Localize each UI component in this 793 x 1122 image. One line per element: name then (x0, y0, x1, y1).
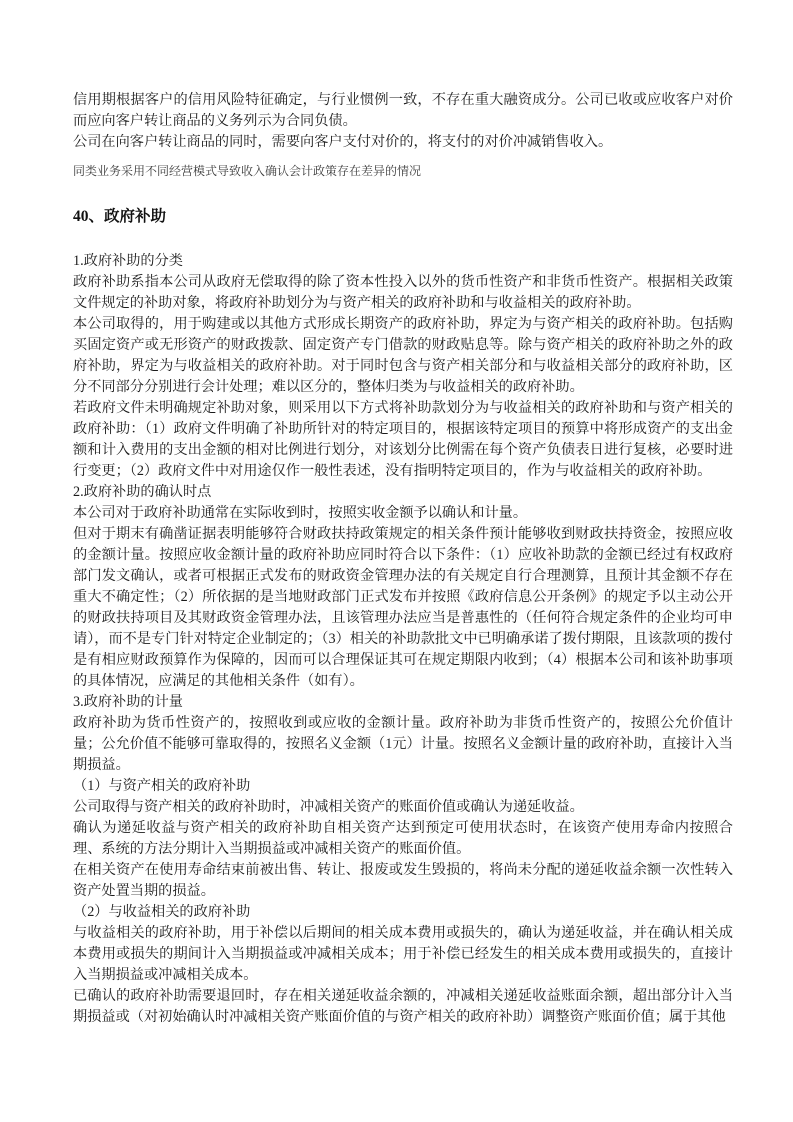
body-paragraph: 但对于期末有确凿证据表明能够符合财政扶持政策规定的相关条件预计能够收到财政扶持资金，按照应收的金额计量。按照应收金额计量的政府补助应同时符合以下条件：（1）应收补助款的金额已经过有权政府部门发文确认，或者可根据正式发布的财政资金管理办法的有关规定自行合理测算，且预计其金额不存在重大不确定性；（2）所依据的是当地财政部门正式发布并按照《政府信息公开条例》的规定予以主动公开的财政扶持项目及其财政资金管理办法，且该管理办法应当是普惠性的（任何符合规定条件的企业均可申请），而不是专门针对特定企业制定的；（3）相关的补助款批文中已明确承诺了拨付期限，且该款项的拨付是有相应财政预算作为保障的，因而可以合理保证其可在规定期限内收到；（4）根据本公司和该补助事项的具体情况，应满足的其他相关条件（如有）。 (73, 526, 733, 689)
body-paragraph: 2.政府补助的确认时点 (73, 484, 212, 500)
body-paragraph: （2）与收益相关的政府补助 (73, 904, 251, 920)
footnote-line: 同类业务采用不同经营模式导致收入确认会计政策存在差异的情况 (73, 164, 422, 178)
body-paragraph: 本公司对于政府补助通常在实际收到时，按照实收金额予以确认和计量。 (73, 505, 528, 521)
body-paragraph: 政府补助为货币性资产的，按照收到或应收的金额计量。政府补助为非货币性资产的，按照公允价值计量；公允价值不能够可靠取得的，按照名义金额（1元）计量。按照名义金额计量的政府补助，直接计入当期损益。 (73, 715, 733, 773)
body-paragraph: 与收益相关的政府补助，用于补偿以后期间的相关成本费用或损失的，确认为递延收益，并在确认相关成本费用或损失的期间计入当期损益或冲减相关成本；用于补偿已经发生的相关成本费用或损失的，直接计入当期损益或冲减相关成本。 (73, 925, 733, 983)
body-paragraph: 公司取得与资产相关的政府补助时，冲减相关资产的账面价值或确认为递延收益。 (73, 799, 584, 815)
body-paragraph: 公司在向客户转让商品的同时，需要向客户支付对价的，将支付的对价冲减销售收入。 (73, 134, 613, 150)
body-paragraph: 1.政府补助的分类 (73, 253, 183, 269)
body-paragraph: 信用期根据客户的信用风险特征确定，与行业惯例一致，不存在重大融资成分。公司已收或应收客户对价而应向客户转让商品的义务列示为合同负债。 (73, 92, 733, 129)
body-paragraph: 本公司取得的，用于购建或以其他方式形成长期资产的政府补助，界定为与资产相关的政府补助。包括购买固定资产或无形资产的财政拨款、固定资产专门借款的财政贴息等。除与资产相关的政府补助之外的政府补助，界定为与收益相关的政府补助。对于同时包含与资产相关部分和与收益相关部分的政府补助，区分不同部分分别进行会计处理；难以区分的，整体归类为与收益相关的政府补助。 (73, 316, 733, 395)
body-paragraph: （1）与资产相关的政府补助 (73, 778, 251, 794)
section-heading: 40、政府补助 (73, 208, 167, 225)
body-paragraph: 3.政府补助的计量 (73, 694, 183, 710)
body-paragraph: 政府补助系指本公司从政府无偿取得的除了资本性投入以外的货币性资产和非货币性资产。根据相关政策文件规定的补助对象，将政府补助划分为与资产相关的政府补助和与收益相关的政府补助。 (73, 274, 733, 311)
body-paragraph: 已确认的政府补助需要退回时，存在相关递延收益余额的，冲减相关递延收益账面余额，超出部分计入当期损益或（对初始确认时冲减相关资产账面价值的与资产相关的政府补助）调整资产账面价值；属于其他 (73, 988, 733, 1025)
document-text-block (73, 90, 733, 1028)
body-paragraph: 确认为递延收益与资产相关的政府补助自相关资产达到预定可使用状态时，在该资产使用寿命内按照合理、系统的方法分期计入当期损益或冲减相关资产的账面价值。 (73, 820, 733, 857)
body-paragraph: 若政府文件未明确规定补助对象，则采用以下方式将补助款划分为与收益相关的政府补助和与资产相关的政府补助：（1）政府文件明确了补助所针对的特定项目的，根据该特定项目的预算中将形成资产的支出金额和计入费用的支出金额的相对比例进行划分，对该划分比例需在每个资产负债表日进行复核，必要时进行变更；（2）政府文件中对用途仅作一般性表述，没有指明特定项目的，作为与收益相关的政府补助。 (73, 400, 733, 479)
body-paragraph: 在相关资产在使用寿命结束前被出售、转让、报废或发生毁损的，将尚未分配的递延收益余额一次性转入资产处置当期的损益。 (73, 862, 733, 899)
